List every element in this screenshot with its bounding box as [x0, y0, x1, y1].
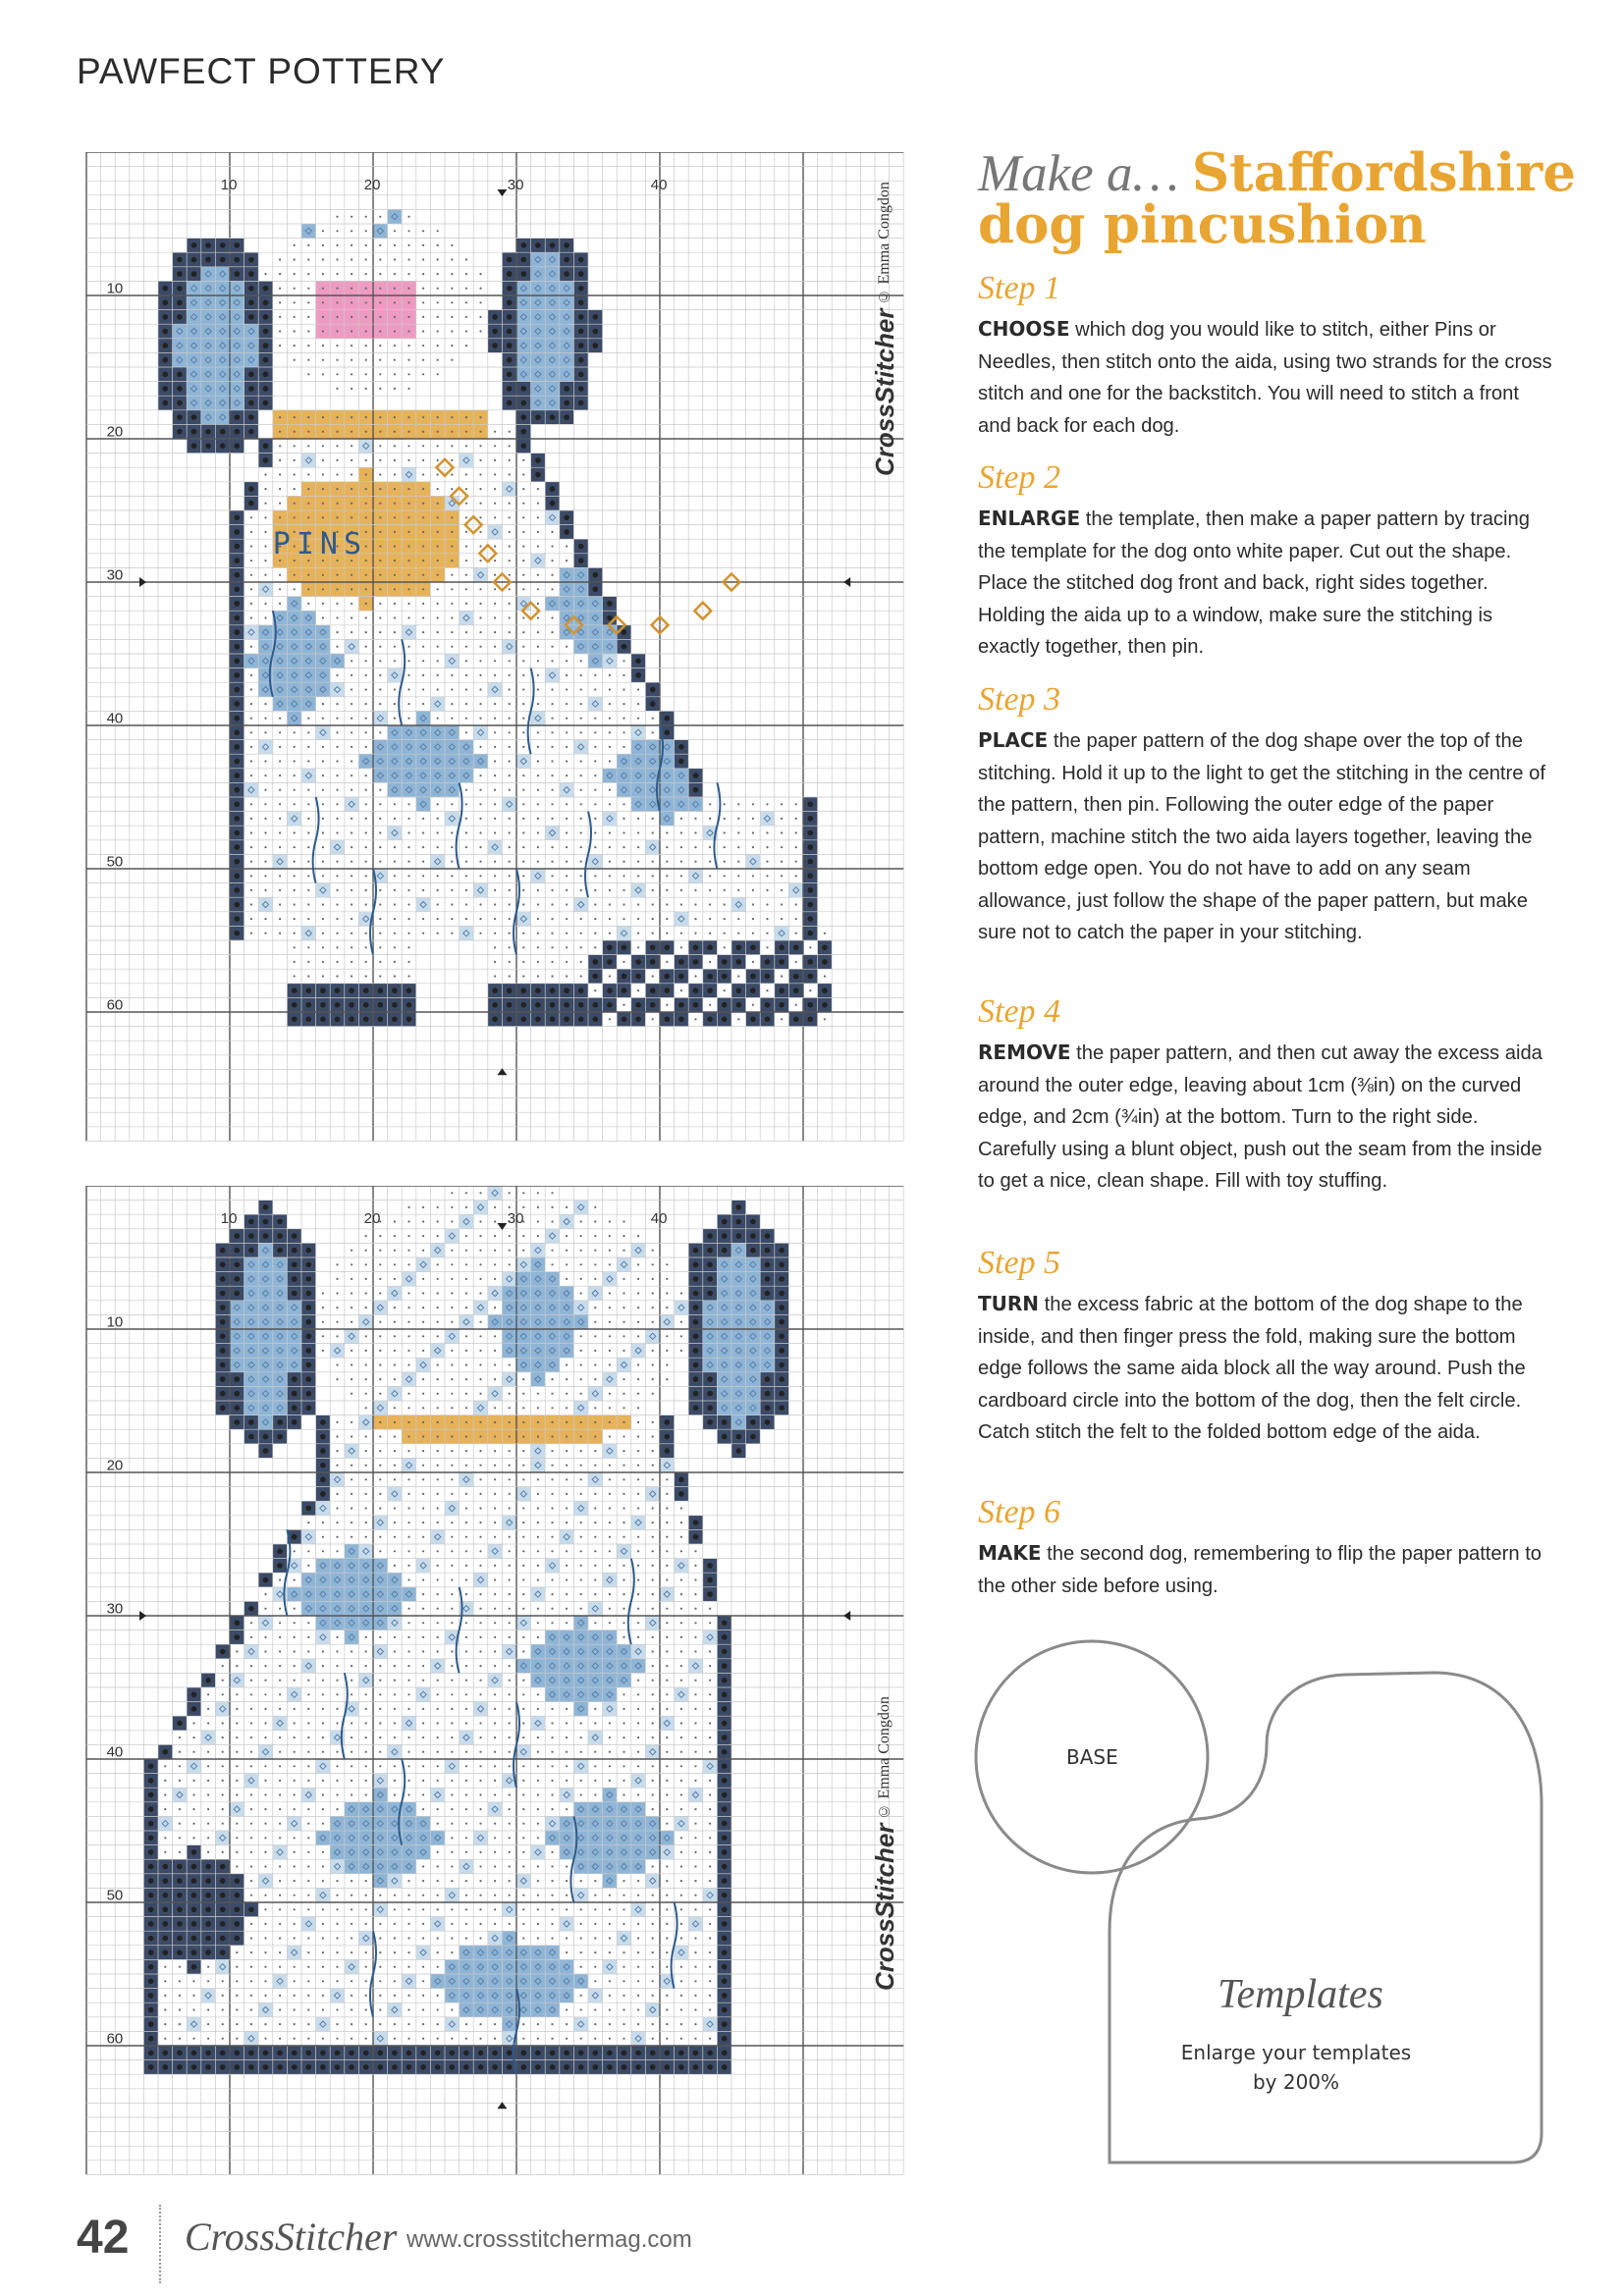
y-tick-label: 30 [106, 566, 124, 584]
cross-stitch-chart-needles [77, 1186, 912, 2181]
step-2 [978, 459, 1557, 664]
step-4 [978, 993, 1557, 1198]
y-tick-label: 40 [106, 710, 124, 727]
templates-note-line: by 200% [1252, 2070, 1340, 2094]
credit-brand: CrossStitcher [870, 1823, 899, 1991]
step-5 [978, 1245, 1557, 1449]
footer-brand-logo: CrossStitcher [185, 2215, 398, 2259]
step-body: the excess fabric at the bottom of the dog shape to the inside, and then finger press the fold, making sure the bottom edge follows the same aida block all the way around. Push the cardboard circle into the bottom of the dog, then the felt circle. Catch stitch the felt to the folded bottom edge of the aida. [978, 1294, 1526, 1443]
x-tick-label: 20 [363, 1209, 381, 1227]
y-tick-label: 10 [106, 280, 124, 297]
templates-title: Templates [1218, 1972, 1383, 2017]
step-text [978, 503, 1557, 664]
step-text [978, 1288, 1557, 1449]
center-arrow-left [139, 577, 146, 587]
center-arrow-left [139, 1611, 146, 1621]
footer-url: www.crossstitchermag.com [406, 2226, 692, 2253]
y-tick-label: 20 [106, 423, 124, 441]
step-body: which dog you would like to stitch, either Pins or Needles, then stitch onto the aida, using two strands for the cross stitch and one for the backstitch. You will need to stitch a front and back for each dog. [978, 319, 1552, 437]
step-title: Step 4 [978, 993, 1061, 1030]
step-text [978, 1037, 1557, 1198]
step-text [978, 1537, 1557, 1602]
base-label: BASE [1066, 1745, 1118, 1769]
step-lead: ENLARGE [978, 507, 1081, 530]
step-6 [978, 1494, 1557, 1602]
y-tick-label: 50 [106, 1887, 124, 1904]
y-tick-label: 40 [106, 1743, 124, 1761]
chart-needles-svg [77, 1186, 912, 2181]
step-lead: MAKE [978, 1541, 1042, 1565]
step-3 [978, 681, 1557, 949]
x-tick-label: 40 [650, 1209, 668, 1227]
x-tick-label: 30 [507, 1209, 524, 1227]
step-title: Step 1 [978, 270, 1061, 306]
page-number: 42 [77, 2212, 130, 2264]
templates-panel [972, 1637, 1561, 2167]
x-tick-label: 10 [220, 1209, 238, 1227]
center-arrow-right [843, 577, 850, 587]
step-body: the paper pattern of the dog shape over the top of the stitching. Hold it up to the light to get the stitching in the centre of the pattern, then pin. Following the outer edge of the paper pattern, machine stitch the two aida layers together, leaving the bottom edge open. You do not have to add on any seam allowance, just follow the shape of the paper pattern, but make sure not to catch the paper in your stitching. [978, 730, 1545, 943]
y-tick-label: 50 [106, 853, 124, 871]
credit-author: © Emma Congdon [876, 182, 893, 305]
templates-note-line: Enlarge your templates [1180, 2041, 1412, 2064]
templates-note [1178, 2038, 1414, 2097]
chart-pins-svg [77, 152, 912, 1148]
step-body: the template, then make a paper pattern by tracing the template for the dog onto white paper. Cut out the shape. Place the stitched dog front and back, right sides together. Holding the aida up to a window, make sure the stitching is exactly together, then pin. [978, 508, 1530, 658]
x-tick-label: 40 [650, 176, 668, 193]
y-tick-label: 60 [106, 2030, 124, 2048]
center-arrow-right [843, 1611, 850, 1621]
x-tick-label: 20 [363, 176, 381, 193]
chart-credit [870, 1696, 900, 2158]
heading-prefix: Make a… [978, 145, 1179, 202]
step-lead: CHOOSE [978, 317, 1070, 341]
x-tick-label: 30 [507, 176, 524, 193]
cross-stitch-chart-pins [77, 152, 912, 1148]
x-tick-label: 10 [220, 176, 238, 193]
article-heading [978, 142, 1587, 255]
step-title: Step 6 [978, 1494, 1061, 1530]
step-title: Step 2 [978, 459, 1061, 496]
y-tick-label: 20 [106, 1457, 124, 1474]
section-title: PAWFECT POTTERY [77, 51, 446, 91]
step-title: Step 3 [978, 681, 1061, 718]
step-text [978, 313, 1557, 442]
footer-divider [159, 2205, 163, 2283]
pins-label: PINS [272, 526, 368, 561]
step-lead: REMOVE [978, 1041, 1071, 1064]
credit-brand: CrossStitcher [870, 308, 899, 476]
step-text [978, 724, 1557, 949]
step-title: Step 5 [978, 1245, 1061, 1281]
credit-author: © Emma Congdon [876, 1696, 893, 1820]
y-tick-label: 10 [106, 1313, 124, 1331]
step-1 [978, 270, 1557, 442]
step-lead: TURN [978, 1292, 1040, 1315]
step-body: the paper pattern, and then cut away the excess aida around the outer edge, leaving about 1cm (⅜in) on the curved edge, and 2cm (¾in) at the bottom. Turn to the right side. Carefully using a blunt object, push out the seam from the inside to get a nice, clean shape. Fill with toy stuffing. [978, 1042, 1543, 1192]
y-tick-label: 30 [106, 1600, 124, 1618]
y-tick-label: 60 [106, 996, 124, 1014]
step-lead: PLACE [978, 728, 1049, 752]
heading-highlight: Staffordshire dog pincushion [978, 142, 1576, 255]
step-body: the second dog, remembering to flip the paper pattern to the other side before using. [978, 1543, 1543, 1597]
chart-credit [870, 182, 900, 594]
